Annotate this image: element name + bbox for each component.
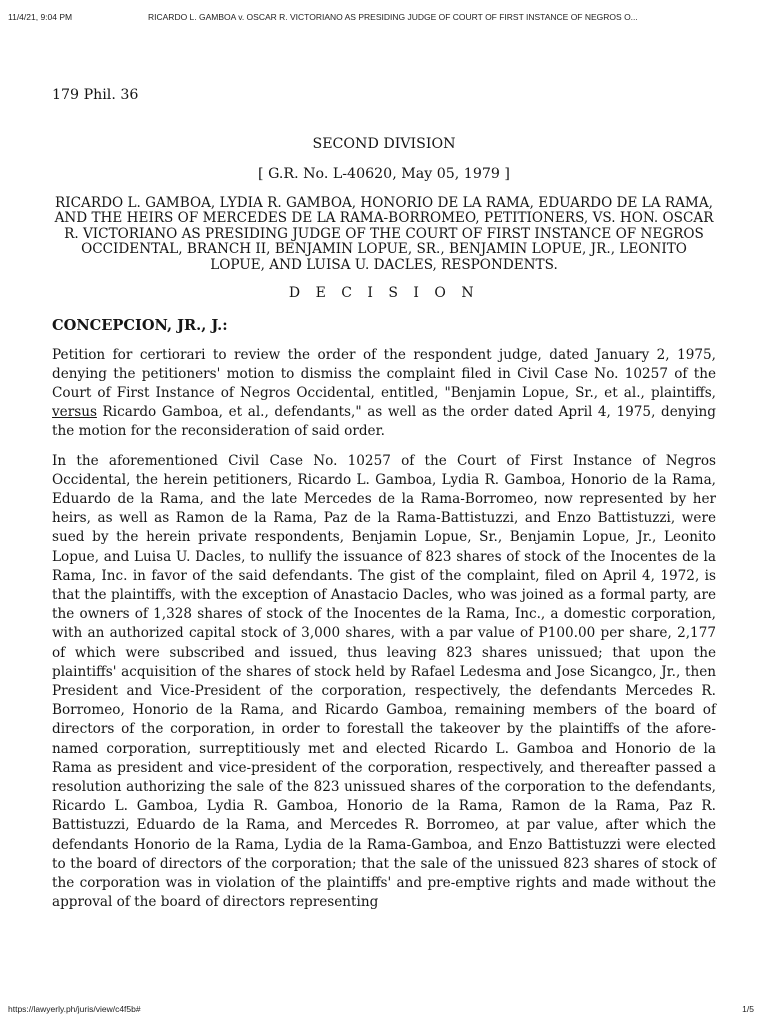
print-header <box>8 12 760 22</box>
ponente: CONCEPCION, JR., J.: <box>52 317 228 335</box>
paragraph-1 <box>52 346 716 442</box>
decision-heading: D E C I S I O N <box>288 285 480 302</box>
gr-number: [ G.R. No. L-40620, May 05, 1979 ] <box>258 166 510 183</box>
court-division: SECOND DIVISION <box>312 136 456 153</box>
page-number: 1/5 <box>742 1004 754 1014</box>
print-datetime: 11/4/21, 9:04 PM <box>8 12 73 22</box>
versus-underlined: versus <box>52 404 97 421</box>
case-citation: 179 Phil. 36 <box>52 87 139 103</box>
paragraph-1-text-b: Ricardo Gamboa, et al., defendants," as well as the order dated April 4, 1975, denying the motion for the reconsideration of said order. <box>52 404 716 440</box>
paragraph-2: In the aforementioned Civil Case No. 10257 of the Court of First Instance of Negros Occidental, the herein petitioners, Ricardo L. Gamboa, Lydia R. Gamboa, Honorio de la Rama, Eduardo de la Rama, and the late Mercedes de la Rama-Borromeo, now represented by her heirs, as well as Ramon de la Rama, Paz de la Rama-Battistuzzi, and Enzo Battistuzzi, were sued by the herein private respondents, Benjamin Lopue, Sr., Benjamin Lopue, Jr., Leonito Lopue, and Luisa U. Dacles, to nullify the issuance of 823 shares of stock of the Inocentes de la Rama, Inc. in favor of the said defendants. The gist of the complaint, filed on April 4, 1972, is that the plaintiffs, with the exception of Anastacio Dacles, who was joined as a formal party, are the owners of 1,328 shares of stock of the Inocentes de la Rama, Inc., a domestic corporation, with an authorized capital stock of 3,000 shares, with a par value of P100.00 per share, 2,177 of which were subscribed and issued, thus leaving 823 shares unissued; that upon the plaintiffs' acquisition of the shares of stock held by Rafael Ledesma and Jose Sicangco, Jr., then President and Vice-President of the corporation, respectively, the defendants Mercedes R. Borromeo, Honorio de la Rama, and Ricardo Gamboa, remaining members of the board of directors of the corporation, in order to forestall the takeover by the plaintiffs of the afore-named corporation, surreptitiously met and elected Ricardo L. Gamboa and Honorio de la Rama as president and vice-president of the corporation, respectively, and thereafter passed a resolution authorizing the sale of the 823 unissued shares of the corporation to the defendants, Ricardo L. Gamboa, Lydia R. Gamboa, Honorio de la Rama, Ramon de la Rama, Paz R. Battistuzzi, Eduardo de la Rama, and Mercedes R. Borromeo, at par value, after which the defendants Honorio de la Rama, Lydia de la Rama-Gamboa, and Enzo Battistuzzi were elected to the board of directors of the corporation; that the sale of the unissued 823 shares of stock of the corporation was in violation of the plaintiffs' and pre-emptive rights and made without the approval of the board of directors representing <box>52 452 716 911</box>
print-page-title: RICARDO L. GAMBOA v. OSCAR R. VICTORIANO AS PRESIDING JUDGE OF COURT OF FIRST INSTANCE OF NEGROS O... <box>148 12 638 22</box>
paragraph-1-text-a: Petition for certiorari to review the order of the respondent judge, dated January 2, 1975, denying the petitioners' motion to dismiss the complaint filed in Civil Case No. 10257 of the Court of First Instance of Negros Occidental, entitled, "Benjamin Lopue, Sr., et al., plaintiffs, <box>52 346 716 401</box>
print-footer <box>8 1004 754 1014</box>
page-url[interactable]: https://lawyerly.ph/juris/view/c4f5b# <box>8 1004 141 1014</box>
decision-document <box>52 86 716 912</box>
case-title: RICARDO L. GAMBOA, LYDIA R. GAMBOA, HONORIO DE LA RAMA, EDUARDO DE LA RAMA, AND THE HEIRS OF MERCEDES DE LA RAMA-BORROMEO, PETITIONERS, VS. HON. OSCAR R. VICTORIANO AS PRESIDING JUDGE OF THE COURT OF FIRST INSTANCE OF NEGROS OCCIDENTAL, BRANCH II, BENJAMIN LOPUE, SR., BENJAMIN LOPUE, JR., LEONITO LOPUE, AND LUISA U. DACLES, RESPONDENTS. <box>54 194 714 273</box>
